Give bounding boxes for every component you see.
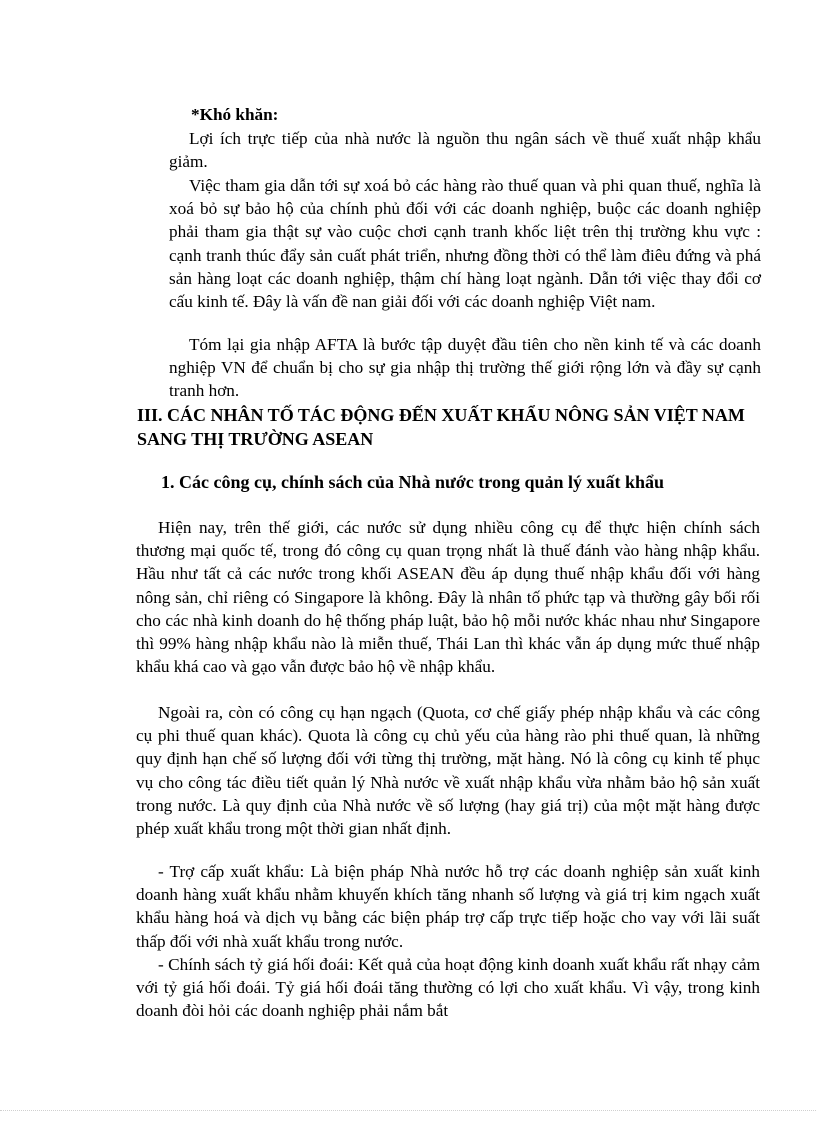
page-bottom-rule <box>0 1110 816 1111</box>
subsection-1-paragraph-2: Ngoài ra, còn có công cụ hạn ngạch (Quota, cơ chế giấy phép nhập khẩu và các công cụ phi thuế quan khác). Quota là công cụ chủ yếu của hàng rào phi thuế quan, là những quy định hạn chế số lượng đối với từng thị trường, mặt hàng. Nó là công cụ kinh tế phục vụ cho công tác điều tiết quản lý Nhà nước về xuất nhập khẩu vừa nhằm bảo hộ sản xuất trong nước. Là quy định của Nhà nước về số lượng (hay giá trị) của một mặt hàng được phép xuất khẩu trong một thời gian nhất định. <box>136 703 760 839</box>
subsection-1-paragraph-1: Hiện nay, trên thế giới, các nước sử dụng nhiều công cụ để thực hiện chính sách thương mại quốc tế, trong đó công cụ quan trọng nhất là thuế đánh vào hàng nhập khẩu. Hầu như tất cả các nước trong khối ASEAN đều áp dụng thuế nhập khẩu đối với hàng nông sản, chỉ riêng có Singapore là không. Đây là nhân tố phức tạp và thường gây bối rối cho các nhà kinh doanh do hệ thống pháp luật, bảo hộ mỗi nước khác nhau như Singapore thì 99% hàng nhập khẩu nào là miễn thuế, Thái Lan thì khác vẫn áp dụng mức thuế nhập khẩu khá cao và gạo vẫn được bảo hộ về nhập khẩu. <box>136 518 760 677</box>
exchange-rate-paragraph: - Chính sách tỷ giá hối đoái: Kết quả của hoạt động kinh doanh xuất khẩu rất nhạy cảm với tỷ giá hối đoái. Tỷ giá hối đoái tăng thường có lợi cho xuất khẩu. Vì vậy, trong kinh doanh đòi hỏi các doanh nghiệp phải nắm bắt <box>136 955 760 1021</box>
difficulties-paragraph-1: Lợi ích trực tiếp của nhà nước là nguồn thu ngân sách về thuế xuất nhập khẩu giảm. <box>169 129 761 172</box>
difficulties-heading: *Khó khăn: <box>191 105 279 124</box>
difficulties-paragraph-2: Việc tham gia dẫn tới sự xoá bỏ các hàng rào thuế quan và phi quan thuế, nghĩa là xoá bỏ sự bảo hộ của chính phủ đối với các doanh nghiệp, buộc các doanh nghiệp phải tham gia thật sự vào cuộc chơi cạnh tranh khốc liệt trên thị trường khu vực : cạnh tranh thúc đẩy sản cuất phát triển, nhưng đồng thời có thể làm điêu đứng và phá sản hàng loạt các doanh nghiệp, thậm chí hàng loạt ngành. Dẫn tới việc thay đổi cơ cấu kinh tế. Đây là vấn đề nan giải đối với các doanh nghiệp Việt nam. <box>169 176 761 312</box>
subsection-1-heading: 1. Các công cụ, chính sách của Nhà nước trong quản lý xuất khẩu <box>161 472 665 492</box>
section-3-heading: III. CÁC NHÂN TỐ TÁC ĐỘNG ĐẾN XUẤT KHẨU NÔNG SẢN VIỆT NAM SANG THỊ TRƯỜNG ASEAN <box>137 405 745 449</box>
difficulties-paragraph-3: Tóm lại gia nhập AFTA là bước tập duyệt đầu tiên cho nền kinh tế và các doanh nghiệp VN để chuẩn bị cho sự gia nhập thị trường thế giới rộng lớn và đầy sự cạnh tranh hơn. <box>169 335 761 401</box>
export-subsidy-paragraph: - Trợ cấp xuất khẩu: Là biện pháp Nhà nước hỗ trợ các doanh nghiệp sản xuất kinh doanh hàng xuất khẩu nhằm khuyến khích tăng nhanh số lượng và giá trị kim ngạch xuất khẩu hàng hoá và dịch vụ bằng các biện pháp trợ cấp trực tiếp hoặc cho vay với lãi suất thấp đối với nhà xuất khẩu trong nước. <box>136 862 760 951</box>
